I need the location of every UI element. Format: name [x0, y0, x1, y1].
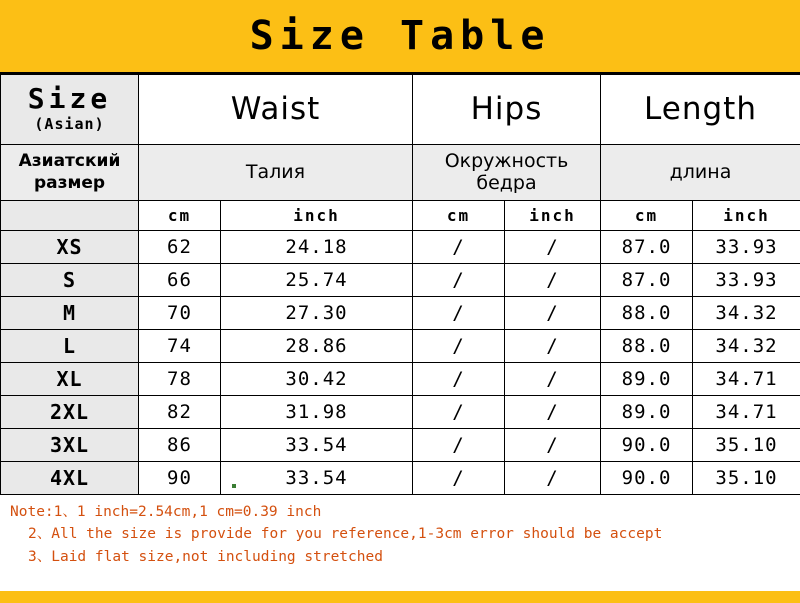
page-title: Size Table	[249, 13, 551, 59]
header-length-ru	[601, 145, 800, 201]
header-units-size-blank	[1, 201, 139, 231]
header-hips-en-label: Hips	[470, 91, 543, 128]
cell-size: 4XL	[1, 462, 139, 495]
cell-hips-cm: /	[413, 396, 505, 429]
table-row	[1, 462, 800, 495]
cell-length-inch: 35.10	[693, 429, 800, 462]
cell-hips-cm: /	[413, 330, 505, 363]
cell-length-cm: 89.0	[601, 396, 693, 429]
table-row	[1, 264, 800, 297]
cell-waist-inch: 28.86	[221, 330, 413, 363]
header-waist-ru	[139, 145, 413, 201]
cell-hips-inch: /	[505, 297, 601, 330]
cell-hips-inch: /	[505, 429, 601, 462]
cell-length-cm: 87.0	[601, 231, 693, 264]
cell-hips-cm: /	[413, 231, 505, 264]
cell-waist-cm: 82	[139, 396, 221, 429]
header-row-units	[1, 201, 800, 231]
cell-length-cm: 89.0	[601, 363, 693, 396]
cell-size: L	[1, 330, 139, 363]
note-line-3: 3、Laid flat size,not including stretched	[28, 548, 383, 565]
cell-waist-cm: 70	[139, 297, 221, 330]
table-row	[1, 330, 800, 363]
header-size-ru-line1: Азиатский	[18, 151, 121, 172]
header-length-inch	[693, 201, 800, 231]
cell-length-cm: 87.0	[601, 264, 693, 297]
cell-waist-cm: 86	[139, 429, 221, 462]
cell-hips-inch: /	[505, 264, 601, 297]
cell-hips-inch: /	[505, 231, 601, 264]
cell-waist-inch: 27.30	[221, 297, 413, 330]
header-length-inch-label: inch	[723, 206, 770, 225]
header-waist-en-label: Waist	[230, 91, 321, 128]
cell-waist-cm: 90	[139, 462, 221, 495]
note-line-2: 2、All the size is provide for you reference,1-3cm error should be accept	[28, 526, 663, 543]
cell-length-cm: 88.0	[601, 297, 693, 330]
cell-length-cm: 90.0	[601, 429, 693, 462]
cell-waist-inch: 25.74	[221, 264, 413, 297]
cell-size: XL	[1, 363, 139, 396]
table-row	[1, 429, 800, 462]
header-hips-ru-line1: Окружность	[444, 149, 569, 172]
cell-length-inch: 34.32	[693, 297, 800, 330]
cell-length-inch: 34.71	[693, 363, 800, 396]
header-row-english	[1, 75, 800, 145]
cell-hips-cm: /	[413, 429, 505, 462]
header-hips-ru	[413, 145, 601, 201]
header-hips-cm	[413, 201, 505, 231]
cell-length-cm: 90.0	[601, 462, 693, 495]
header-waist-en	[139, 75, 413, 145]
cell-waist-inch: 24.18	[221, 231, 413, 264]
cell-waist-inch: 33.54	[221, 462, 413, 495]
cell-hips-inch: /	[505, 363, 601, 396]
cell-size: 2XL	[1, 396, 139, 429]
table-row	[1, 396, 800, 429]
header-size-ru-line2: размер	[33, 172, 106, 193]
notes-section	[0, 495, 800, 568]
header-hips-inch-label: inch	[529, 206, 576, 225]
cell-length-inch: 33.93	[693, 264, 800, 297]
header-size-en-label: Size	[27, 82, 112, 116]
cell-hips-cm: /	[413, 363, 505, 396]
header-hips-ru-line2: бедра	[476, 171, 537, 194]
size-table	[0, 74, 800, 495]
bottom-accent-bar	[0, 591, 800, 603]
header-hips-cm-label: cm	[446, 206, 471, 225]
header-length-ru-label: длина	[669, 160, 732, 183]
header-length-en-label: Length	[644, 91, 757, 128]
cell-length-inch: 34.71	[693, 396, 800, 429]
table-row	[1, 297, 800, 330]
cell-length-cm: 88.0	[601, 330, 693, 363]
header-hips-inch	[505, 201, 601, 231]
cell-length-inch: 34.32	[693, 330, 800, 363]
cell-size: M	[1, 297, 139, 330]
header-size-en-sub: (Asian)	[34, 115, 105, 134]
cell-hips-cm: /	[413, 462, 505, 495]
note-line-1: Note:1、1 inch=2.54cm,1 cm=0.39 inch	[10, 504, 322, 520]
table-row	[1, 231, 800, 264]
header-waist-cm	[139, 201, 221, 231]
cell-waist-cm: 78	[139, 363, 221, 396]
header-row-russian	[1, 145, 800, 201]
cell-waist-cm: 74	[139, 330, 221, 363]
header-waist-inch-label: inch	[293, 206, 340, 225]
cell-waist-cm: 66	[139, 264, 221, 297]
cell-hips-cm: /	[413, 264, 505, 297]
stray-mark	[232, 484, 236, 488]
header-hips-en	[413, 75, 601, 145]
cell-waist-inch: 30.42	[221, 363, 413, 396]
cell-waist-inch: 31.98	[221, 396, 413, 429]
header-waist-ru-label: Талия	[245, 160, 306, 183]
header-size-ru	[1, 145, 139, 201]
cell-hips-inch: /	[505, 396, 601, 429]
header-waist-inch	[221, 201, 413, 231]
header-length-cm-label: cm	[634, 206, 659, 225]
cell-size: S	[1, 264, 139, 297]
header-length-cm	[601, 201, 693, 231]
title-bar	[0, 0, 800, 74]
cell-size: 3XL	[1, 429, 139, 462]
header-length-en	[601, 75, 800, 145]
cell-length-inch: 33.93	[693, 231, 800, 264]
header-size-en	[1, 75, 139, 145]
table-row	[1, 363, 800, 396]
cell-waist-cm: 62	[139, 231, 221, 264]
cell-size: XS	[1, 231, 139, 264]
cell-waist-inch: 33.54	[221, 429, 413, 462]
cell-hips-inch: /	[505, 330, 601, 363]
cell-length-inch: 35.10	[693, 462, 800, 495]
cell-hips-inch: /	[505, 462, 601, 495]
header-waist-cm-label: cm	[167, 206, 192, 225]
cell-hips-cm: /	[413, 297, 505, 330]
